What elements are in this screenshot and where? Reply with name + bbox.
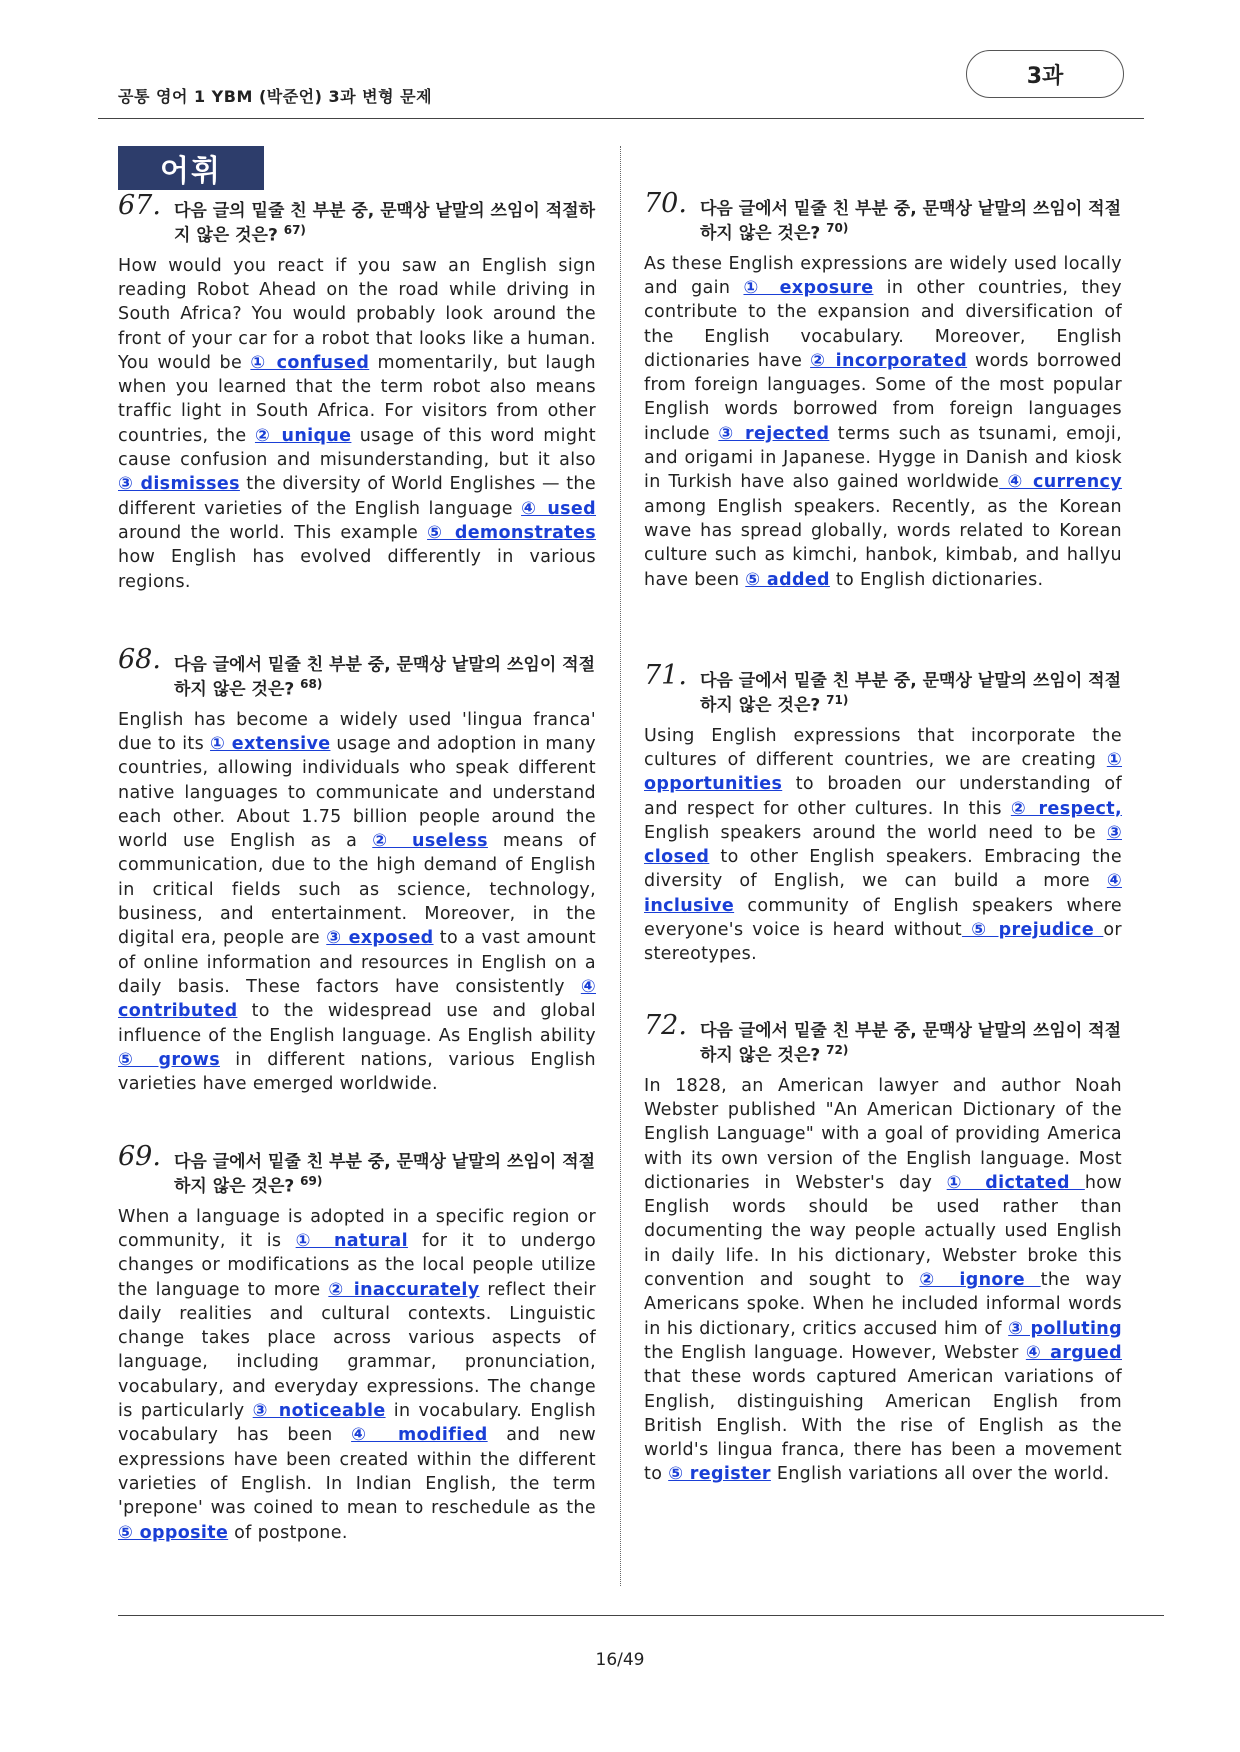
question-number: 71. <box>644 660 687 691</box>
question-passage <box>118 708 596 1097</box>
passage-text: or stereotypes. <box>644 920 1122 965</box>
question-number: 70. <box>644 188 687 219</box>
passage-text: How would you react if you saw an English sign reading Robot Ahead on the road while driving in South Africa? You would probably look around the front of your car for a robot that looks like a human. You would be <box>118 255 596 373</box>
document-header-title: 공통 영어 1 YBM (박준언) 3과 변형 문제 <box>118 87 433 106</box>
question-header <box>644 1010 1122 1066</box>
answer-option: ② useless <box>372 831 488 852</box>
question-72 <box>644 1010 1123 1487</box>
question-header <box>118 1141 596 1197</box>
answer-option: ③ exposed <box>326 928 434 949</box>
passage-text: terms such as tsunami, emoji, and origami in Japanese. Hygge in Danish and kiosk in Turkish have also gained worldwide <box>644 423 1122 493</box>
passage-text: When a language is adopted in a specific region or community, it is <box>118 1206 596 1251</box>
passage-text: In 1828, an American lawyer and author Noah Webster published "An American Dictionary of the English Language" with a goal of providing America with its own version of the English language. Most dictionaries in Webster's day <box>644 1075 1122 1193</box>
footnote-ref: 69) <box>300 1174 323 1188</box>
passage-text: English speakers around the world need to be <box>644 822 1107 843</box>
question-passage <box>118 1205 596 1545</box>
question-prompt: 다음 글에서 밑줄 친 부분 중, 문맥상 낱말의 쓰임이 적절하지 않은 것은? <box>700 671 1122 716</box>
passage-text: for it to undergo changes or modifications as the local people utilize the language to more <box>118 1230 596 1300</box>
passage-text: English variations all over the world. <box>770 1464 1110 1485</box>
passage-text: usage and adoption in many countries, allowing individuals who speak different native languages to communicate and understand each other. About 1.75 billion people around the world use English as a <box>118 733 596 852</box>
passage-text: English has become a widely used 'lingua franca' due to its <box>118 709 596 754</box>
passage-text: and new expressions have been created within the different varieties of English. In Indian English, the term 'prepone' was coined to mean to reschedule as the <box>118 1425 596 1519</box>
passage-text: As these English expressions are widely used locally and gain <box>644 253 1122 298</box>
footnote-ref: 72) <box>826 1043 849 1057</box>
passage-text: of postpone. <box>228 1522 348 1543</box>
passage-text: community of English speakers where everyone's voice is heard without <box>644 895 1122 941</box>
answer-option: ③ dismisses <box>118 474 240 495</box>
question-passage <box>118 254 596 594</box>
answer-option: ④ modified <box>351 1425 488 1446</box>
passage-text: to English dictionaries. <box>829 569 1044 590</box>
answer-option: ⑤ added <box>745 569 830 590</box>
answer-option: ④ contributed <box>118 976 596 1022</box>
passage-text: in other countries, they contribute to the expansion and diversification of the English vocabulary. Moreover, English dictionaries have <box>644 277 1122 371</box>
answer-option: ⑤ prejudice <box>961 920 1104 941</box>
answer-option: ① opportunities <box>644 749 1122 795</box>
passage-text: momentarily, but laugh when you learned that the term robot also means traffic light in South Africa. For visitors from other countries, the <box>118 352 596 446</box>
lesson-badge: 3과 <box>966 50 1124 98</box>
question-70 <box>644 188 1123 592</box>
answer-option: ④ currency <box>999 472 1123 493</box>
section-label: 어휘 <box>118 146 264 190</box>
passage-text: in vocabulary. English vocabulary has been <box>118 1401 597 1446</box>
question-number: 68. <box>118 644 161 675</box>
answer-option: ③ closed <box>644 822 1122 868</box>
question-header <box>644 660 1122 716</box>
answer-option: ② respect, <box>1010 798 1122 819</box>
answer-option: ① confused <box>250 352 370 373</box>
question-header <box>118 190 596 246</box>
answer-option: ④ used <box>521 498 596 519</box>
question-71 <box>644 660 1122 967</box>
footnote-ref: 67) <box>283 223 306 237</box>
question-prompt: 다음 글의 밑줄 친 부분 중, 문맥상 낱말의 쓰임이 적절하지 않은 것은? <box>174 201 596 246</box>
passage-text: reflect their daily realities and cultural contexts. Linguistic change takes place across various aspects of language, including grammar, pronunciation, vocabulary, and everyday expressions. The change is particularly <box>118 1279 596 1422</box>
question-prompt: 다음 글에서 밑줄 친 부분 중, 문맥상 낱말의 쓰임이 적절하지 않은 것은? <box>174 1152 596 1197</box>
answer-option: ③ polluting <box>1008 1318 1122 1339</box>
question-67 <box>118 190 597 594</box>
passage-text: to the widespread use and global influence of the English language. As English ability <box>118 1001 596 1046</box>
footnote-ref: 71) <box>826 693 849 707</box>
answer-option: ⑤ register <box>668 1464 771 1485</box>
passage-text: the diversity of World Englishes — the different varieties of the English language <box>118 474 596 519</box>
answer-option: ① dictated <box>946 1172 1085 1193</box>
passage-text: how English has evolved differently in various regions. <box>118 547 596 592</box>
passage-text: means of communication, due to the high demand of English in critical fields such as science, technology, business, and entertainment. Moreover, in the digital era, people are <box>118 831 596 949</box>
passage-text: that these words captured American variations of English, distinguishing American English from British English. With the rise of English as the world's lingua franca, there has been a movement to <box>644 1367 1122 1485</box>
footnote-ref: 68) <box>300 677 323 691</box>
passage-text: to a vast amount of online information and resources in English on a daily basis. These factors have consistently <box>118 928 596 997</box>
answer-option: ④ argued <box>1025 1342 1122 1363</box>
question-header <box>644 188 1122 244</box>
question-number: 69. <box>118 1141 161 1172</box>
question-passage <box>644 252 1122 592</box>
page-number: 16/49 <box>595 1650 645 1670</box>
passage-text: around the world. This example <box>118 522 428 543</box>
passage-text: among English speakers. Recently, as the Korean wave has spread globally, words related to Korean culture such as kimchi, hanbok, kimbab, and hallyu have been <box>644 496 1122 590</box>
question-header <box>118 644 596 700</box>
answer-option: ③ rejected <box>718 423 830 444</box>
question-prompt: 다음 글에서 밑줄 친 부분 중, 문맥상 낱말의 쓰임이 적절하지 않은 것은? <box>700 199 1122 244</box>
answer-option: ⑤ demonstrates <box>427 522 597 543</box>
column-divider <box>620 146 621 1586</box>
answer-option: ① natural <box>295 1230 408 1251</box>
question-number: 72. <box>644 1010 687 1041</box>
question-prompt: 다음 글에서 밑줄 친 부분 중, 문맥상 낱말의 쓰임이 적절하지 않은 것은? <box>700 1021 1122 1066</box>
question-passage <box>644 724 1122 967</box>
footer-divider <box>118 1615 1164 1616</box>
answer-option: ③ noticeable <box>252 1401 386 1422</box>
passage-text: in different nations, various English varieties have emerged worldwide. <box>118 1049 596 1095</box>
passage-text: words borrowed from foreign languages. Some of the most popular English words borrowed from foreign languages include <box>644 350 1122 444</box>
answer-option: ② unique <box>254 425 352 446</box>
footnote-ref: 70) <box>826 221 849 235</box>
header-divider <box>98 118 1144 119</box>
answer-option: ④ inclusive <box>644 871 1122 916</box>
passage-text: usage of this word might cause confusion and misunderstanding, but it also <box>118 425 596 471</box>
passage-text: the English language. However, Webster <box>644 1342 1026 1363</box>
answer-option: ⑤ grows <box>118 1049 220 1070</box>
answer-option: ② ignore <box>919 1270 1041 1291</box>
passage-text: to other English speakers. Embracing the diversity of English, we can build a more <box>644 847 1122 892</box>
passage-text: how English words should be used rather than documenting the way people actually used English in daily life. In his dictionary, Webster broke this convention and sought to <box>644 1172 1123 1291</box>
passage-text: the way Americans spoke. When he included informal words in his dictionary, critics accused him of <box>644 1270 1122 1339</box>
answer-option: ② inaccurately <box>328 1279 480 1300</box>
question-69 <box>118 1141 597 1545</box>
passage-text: to broaden our understanding of and respect for other cultures. In this <box>644 774 1122 819</box>
answer-option: ① extensive <box>210 733 331 754</box>
answer-option: ② incorporated <box>810 350 968 371</box>
question-prompt: 다음 글에서 밑줄 친 부분 중, 문맥상 낱말의 쓰임이 적절하지 않은 것은? <box>174 655 596 700</box>
question-passage <box>644 1074 1122 1487</box>
answer-option: ⑤ opposite <box>118 1522 229 1543</box>
question-68 <box>118 644 596 1096</box>
question-number: 67. <box>118 190 161 221</box>
passage-text: Using English expressions that incorporate the cultures of different countries, we are creating <box>644 725 1122 770</box>
answer-option: ① exposure <box>743 277 874 298</box>
